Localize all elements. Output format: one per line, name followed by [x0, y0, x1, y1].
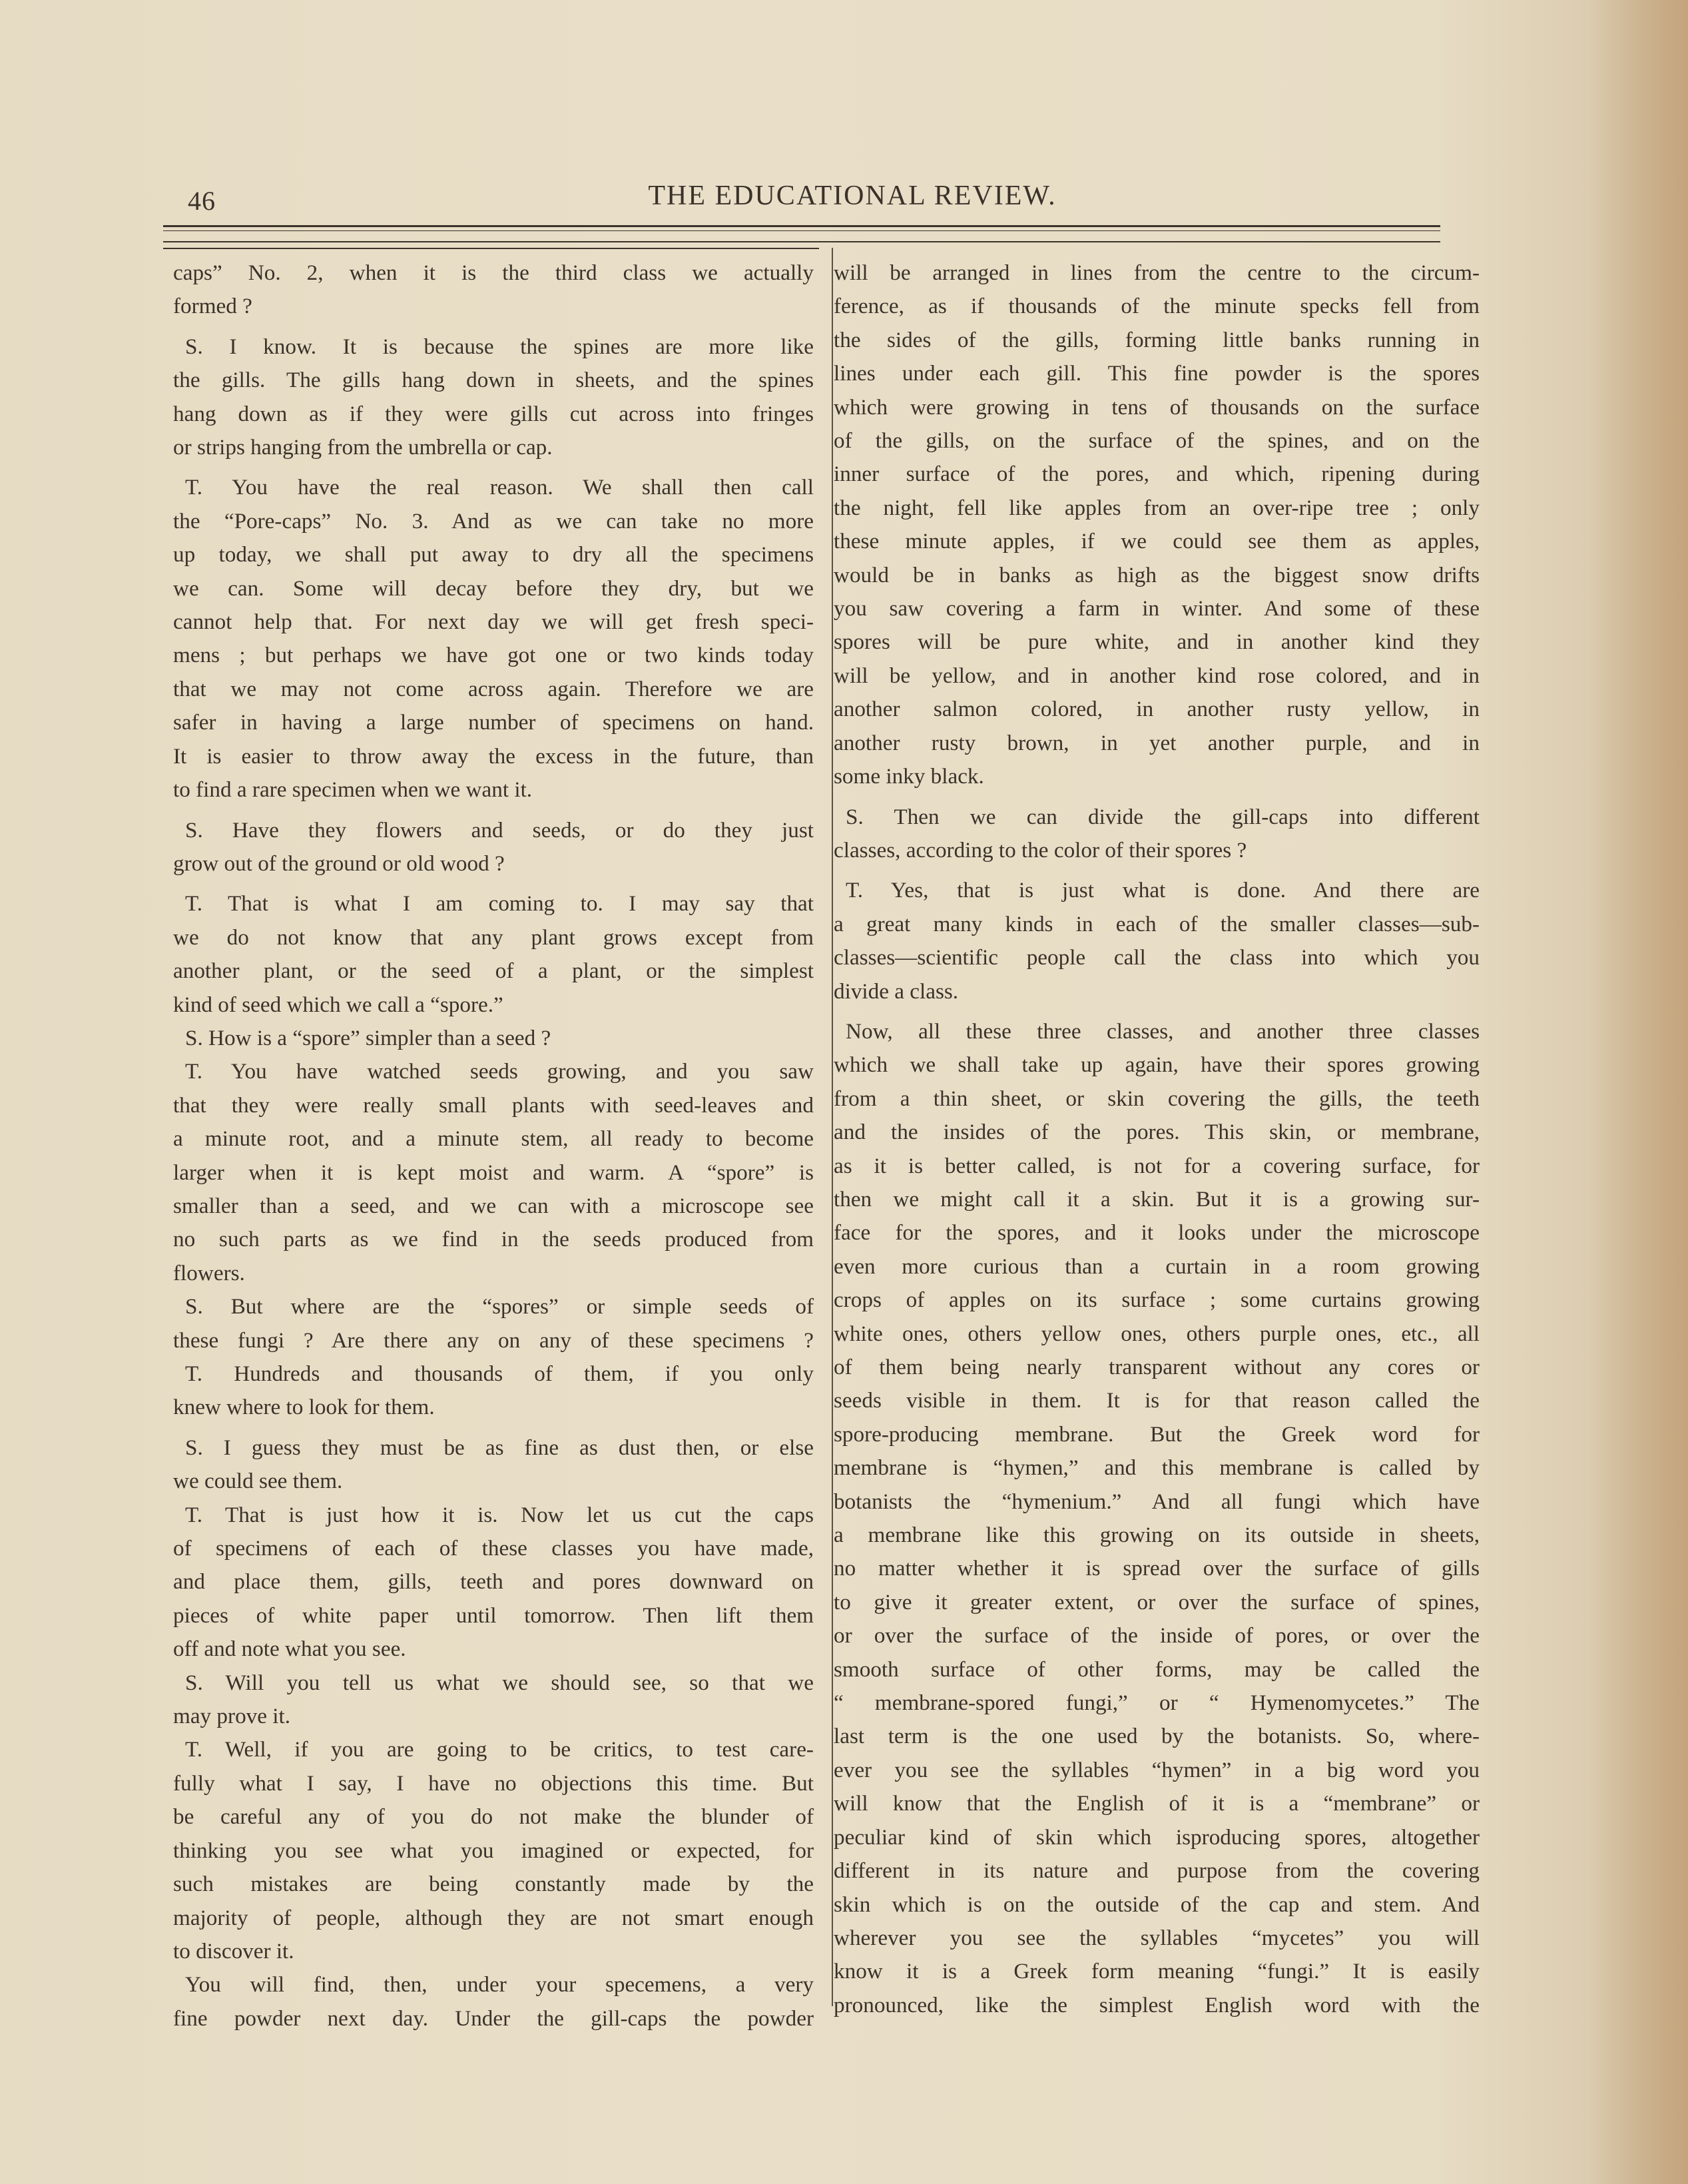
text-line: T. That is just how it is. Now let us cut the caps: [185, 1502, 814, 1527]
text-line: and place them, gills, teeth and pores downward on: [173, 1569, 814, 1595]
text-line: face for the spores, and it looks under the microscope: [834, 1220, 1480, 1246]
text-line: we do not know that any plant grows except from: [173, 924, 814, 950]
text-line: some inky black.: [834, 764, 984, 789]
text-line: T. Well, if you are going to be critics, to test care-: [185, 1737, 814, 1762]
text-line: ference, as if thousands of the minute specks fell from: [834, 294, 1480, 319]
text-line: we can. Some will decay before they dry, but we: [173, 575, 814, 601]
text-line: T. Yes, that is just what is done. And there are: [846, 878, 1480, 903]
text-line: majority of people, although they are not smart enough: [173, 1905, 814, 1930]
text-line: S. But where are the “spores” or simple seeds of: [185, 1294, 814, 1319]
text-line: to discover it.: [173, 1938, 294, 1964]
left-column: [173, 256, 814, 2035]
text-line: smaller than a seed, and we can with a microscope see: [173, 1193, 814, 1218]
text-line: hang down as if they were gills cut across into fringes: [173, 401, 814, 426]
text-line: to find a rare specimen when we want it.: [173, 777, 533, 803]
text-line: caps” No. 2, when it is the third class we actually: [173, 260, 814, 285]
text-line: such mistakes are being constantly made by the: [173, 1872, 814, 1897]
text-line: the “Pore-caps” No. 3. And as we can take no more: [173, 508, 814, 534]
text-line: these minute apples, if we could see them as apples,: [834, 529, 1480, 554]
text-line: another salmon colored, in another rusty yellow, in: [834, 697, 1480, 722]
right-column: [834, 256, 1480, 2022]
text-line: will know that the English of it is a “membrane” or: [834, 1791, 1480, 1816]
text-line: a minute root, and a minute stem, all ready to become: [173, 1126, 814, 1152]
text-line: grow out of the ground or old wood ?: [173, 851, 505, 876]
text-line: T. That is what I am coming to. I may say that: [185, 891, 814, 916]
text-line: flowers.: [173, 1260, 245, 1285]
text-line: S. Then we can divide the gill-caps into different: [846, 804, 1480, 829]
text-line: even more curious than a curtain in a room growing: [834, 1254, 1480, 1279]
text-line: no matter whether it is spread over the surface of gills: [834, 1556, 1480, 1581]
text-line: divide a class.: [834, 978, 959, 1004]
text-line: of specimens of each of these classes you have made,: [173, 1536, 814, 1561]
text-line: skin which is on the outside of the cap and stem. And: [834, 1892, 1480, 1917]
text-line: smooth surface of other forms, may be called the: [834, 1656, 1480, 1682]
running-title: THE EDUCATIONAL REVIEW.: [648, 181, 1057, 211]
text-line: fully what I say, I have no objections this time. But: [173, 1770, 814, 1796]
text-line: inner surface of the pores, and which, ripening during: [834, 462, 1480, 487]
text-line: crops of apples on its surface ; some curtains growing: [834, 1287, 1480, 1313]
text-line: of the gills, on the surface of the spines, and on the: [834, 428, 1480, 454]
text-line: no such parts as we find in the seeds produced from: [173, 1227, 814, 1252]
text-line: the sides of the gills, forming little banks running in: [834, 327, 1480, 352]
text-line: a great many kinds in each of the smaller classes—sub-: [834, 911, 1480, 936]
text-line: pronounced, like the simplest English word with the: [834, 1992, 1480, 2017]
text-line: or over the surface of the inside of pores, or over the: [834, 1623, 1480, 1648]
text-line: which were growing in tens of thousands on the surface: [834, 394, 1480, 420]
text-line: would be in banks as high as the biggest snow drifts: [834, 562, 1480, 587]
text-line: be careful any of you do not make the blunder of: [173, 1804, 814, 1830]
column-head-rule: [163, 248, 819, 249]
text-line: mens ; but perhaps we have got one or two kinds today: [173, 643, 814, 668]
text-line: kind of seed which we call a “spore.”: [173, 992, 503, 1017]
text-line: the night, fell like apples from an over-ripe tree ; only: [834, 495, 1480, 520]
text-line: S. I guess they must be as fine as dust then, or else: [185, 1435, 814, 1460]
text-line: a membrane like this growing on its outside in sheets,: [834, 1523, 1480, 1548]
text-line: the gills. The gills hang down in sheets, and the spines: [173, 368, 814, 393]
text-line: we could see them.: [173, 1469, 343, 1494]
text-line: T. Hundreds and thousands of them, if you only: [185, 1361, 814, 1386]
text-line: thinking you see what you imagined or expected, for: [173, 1838, 814, 1863]
header-rule-double: [163, 241, 1440, 242]
text-line: lines under each gill. This fine powder is the spores: [834, 361, 1480, 386]
text-line: S. How is a “spore” simpler than a seed ?: [185, 1025, 551, 1050]
text-line: as it is better called, is not for a covering surface, for: [834, 1153, 1480, 1178]
text-line: these fungi ? Are there any on any of these specimens ?: [173, 1327, 814, 1353]
page-edge-shadow: [1588, 0, 1688, 2184]
header-rule-thick: [163, 225, 1440, 227]
text-line: another rusty brown, in yet another purple, and in: [834, 730, 1480, 755]
text-line: to give it greater extent, or over the surface of spines,: [834, 1589, 1480, 1615]
text-line: botanists the “hymenium.” And all fungi which have: [834, 1489, 1480, 1514]
text-line: you saw covering a farm in winter. And some of these: [834, 596, 1480, 621]
text-line: T. You have watched seeds growing, and you saw: [185, 1059, 814, 1084]
text-line: safer in having a large number of specimens on hand.: [173, 710, 814, 735]
text-line: Now, all these three classes, and another three classes: [846, 1018, 1480, 1044]
text-line: seeds visible in them. It is for that reason called the: [834, 1388, 1480, 1413]
text-line: spores will be pure white, and in another kind they: [834, 629, 1480, 655]
text-line: and the insides of the pores. This skin, or membrane,: [834, 1120, 1480, 1145]
text-line: S. Have they flowers and seeds, or do they just: [185, 817, 814, 843]
text-line: peculiar kind of skin which isproducing spores, altogether: [834, 1824, 1480, 1850]
text-line: You will find, then, under your specemens, a very: [185, 1972, 814, 1998]
text-line: ever you see the syllables “hymen” in a big word you: [834, 1757, 1480, 1782]
text-line: then we might call it a skin. But it is a growing sur-: [834, 1186, 1480, 1212]
text-line: that they were really small plants with seed-leaves and: [173, 1092, 814, 1118]
text-line: cannot help that. For next day we will get fresh speci-: [173, 609, 814, 635]
text-line: up today, we shall put away to dry all the specimens: [173, 542, 814, 567]
text-line: T. You have the real reason. We shall then call: [185, 475, 814, 500]
text-line: may prove it.: [173, 1704, 291, 1729]
text-line: membrane is “hymen,” and this membrane is called by: [834, 1455, 1480, 1481]
text-line: know it is a Greek form meaning “fungi.” It is easily: [834, 1959, 1480, 1984]
text-line: S. Will you tell us what we should see, so that we: [185, 1670, 814, 1695]
text-line: will be arranged in lines from the centre to the circum-: [834, 260, 1480, 285]
page-number: 46: [188, 186, 216, 216]
text-line: spore-producing membrane. But the Greek word for: [834, 1421, 1480, 1447]
text-line: will be yellow, and in another kind rose colored, and in: [834, 663, 1480, 688]
text-line: another plant, or the seed of a plant, or the simplest: [173, 958, 814, 984]
text-line: of them being nearly transparent without any cores or: [834, 1355, 1480, 1379]
text-line: wherever you see the syllables “mycetes” you will: [834, 1925, 1480, 1950]
text-line: “ membrane-spored fungi,” or “ Hymenomycetes.” The: [834, 1690, 1480, 1716]
text-line: off and note what you see.: [173, 1637, 406, 1662]
text-line: or strips hanging from the umbrella or cap.: [173, 435, 553, 460]
text-line: classes, according to the color of their spores ?: [834, 837, 1247, 863]
text-line: different in its nature and purpose from the covering: [834, 1858, 1480, 1884]
text-line: which we shall take up again, have their spores growing: [834, 1052, 1480, 1078]
column-divider: [832, 248, 833, 2006]
text-line: knew where to look for them.: [173, 1395, 435, 1420]
text-line: formed ?: [173, 294, 252, 319]
text-line: It is easier to throw away the excess in the future, than: [173, 743, 814, 769]
text-line: from a thin sheet, or skin covering the gills, the teeth: [834, 1086, 1480, 1111]
header-rule-thin: [163, 230, 1440, 231]
text-line: S. I know. It is because the spines are more like: [185, 334, 814, 359]
text-line: fine powder next day. Under the gill-caps the powder: [173, 2005, 814, 2031]
text-line: pieces of white paper until tomorrow. Then lift them: [173, 1603, 814, 1628]
text-line: that we may not come across again. Therefore we are: [173, 676, 814, 701]
text-line: classes—scientific people call the class into which you: [834, 945, 1480, 970]
text-line: white ones, others yellow ones, others purple ones, etc., all: [834, 1321, 1480, 1346]
text-line: larger when it is kept moist and warm. A “spore” is: [173, 1160, 814, 1185]
text-line: last term is the one used by the botanists. So, where-: [834, 1724, 1480, 1749]
